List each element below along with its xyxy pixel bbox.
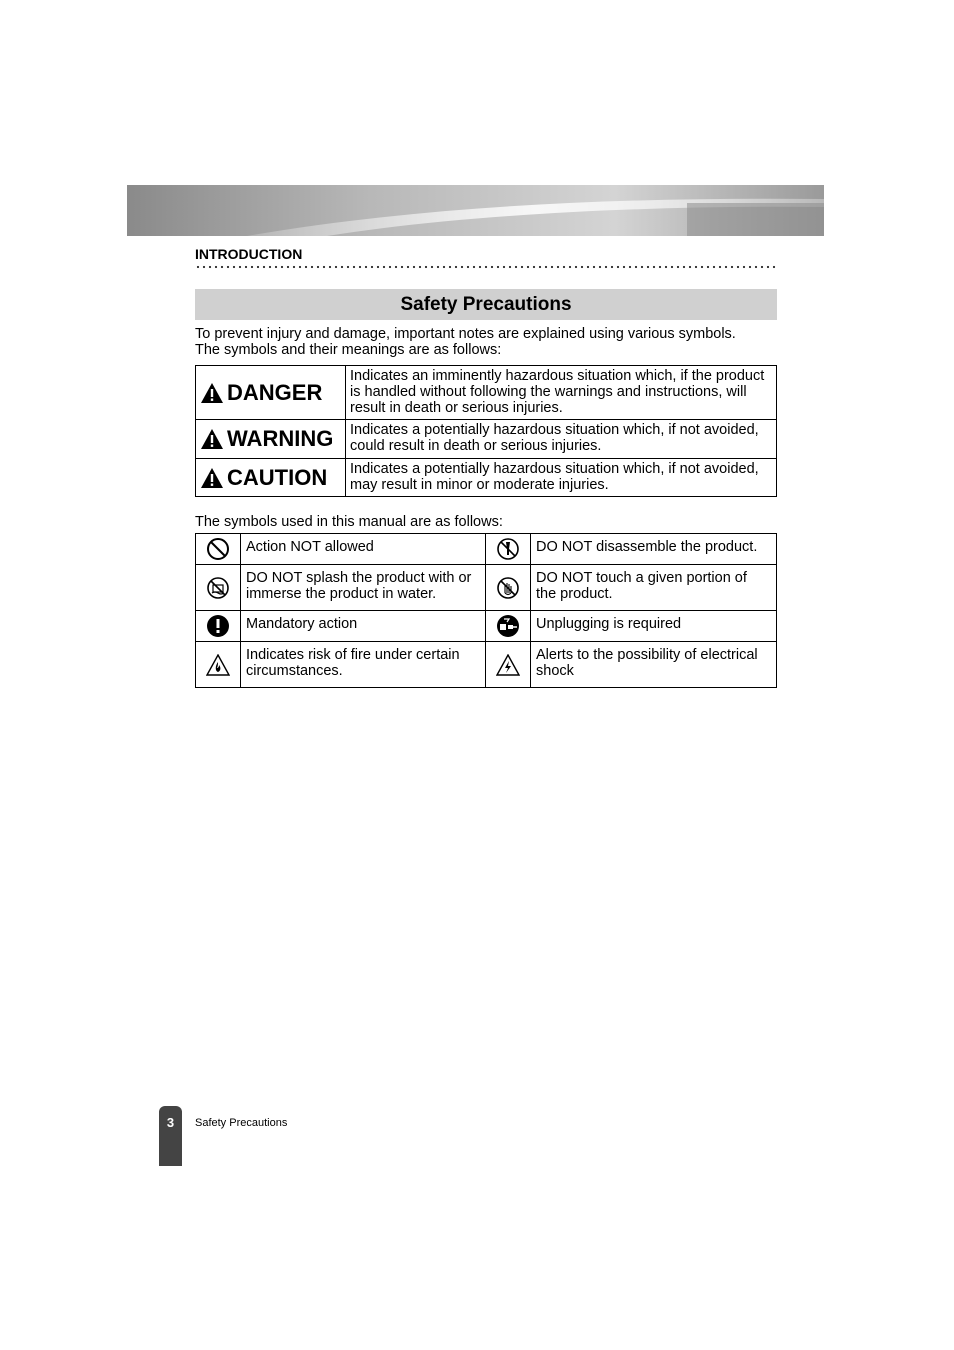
no-touch-icon [491,576,525,600]
intro-line: To prevent injury and damage, important notes are explained using various symbols. [195,326,736,342]
symbol-description: Unplugging is required [531,611,777,642]
symbol-description: Mandatory action [241,611,486,642]
signal-description: Indicates a potentially hazardous situation which, if not avoided, may result in minor or moderate injuries. [346,459,777,497]
prohibited-icon [201,537,235,561]
warning-triangle-icon [200,467,224,489]
intro-line: The symbols and their meanings are as follows: [195,342,502,358]
intro-text [195,326,795,358]
page-number-tab [159,1106,182,1166]
symbol-description: DO NOT disassemble the product. [531,534,777,565]
symbols-table [195,533,777,688]
signal-word: DANGER [227,379,323,405]
page-title: Safety Precautions [400,293,572,315]
signal-word-table [195,365,777,497]
table-row [196,565,777,611]
symbols-lead: The symbols used in this manual are as follows: [195,514,503,530]
warning-triangle-icon [200,382,224,404]
table-row [196,642,777,688]
fire-risk-icon [201,654,235,676]
page-number: 3 [166,1115,175,1130]
symbol-description: Action NOT allowed [241,534,486,565]
electric-shock-icon [491,654,525,676]
mandatory-action-icon [201,614,235,638]
signal-word: CAUTION [227,464,328,490]
dotted-divider [195,265,777,269]
header-banner [127,185,824,236]
table-row [196,366,777,420]
table-row [196,534,777,565]
symbol-description: Alerts to the possibility of electrical shock [531,642,777,688]
footer-label: Safety Precautions [195,1117,288,1129]
unplug-icon [491,614,525,638]
signal-description: Indicates an imminently hazardous situation which, if the product is handled without following the warnings and instructions, will result in death or serious injuries. [346,366,777,420]
no-water-icon [201,576,235,600]
table-row [196,611,777,642]
no-disassemble-icon [491,537,525,561]
symbol-description: DO NOT touch a given portion of the product. [531,565,777,611]
section-label: INTRODUCTION [195,246,303,262]
page-title-bar [195,289,777,320]
symbol-description: DO NOT splash the product with or immerse the product in water. [241,565,486,611]
signal-description: Indicates a potentially hazardous situation which, if not avoided, could result in death or serious injuries. [346,420,777,459]
table-row [196,420,777,459]
signal-word: WARNING [227,426,334,451]
warning-triangle-icon [200,428,224,450]
symbol-description: Indicates risk of fire under certain circumstances. [241,642,486,688]
table-row [196,459,777,497]
